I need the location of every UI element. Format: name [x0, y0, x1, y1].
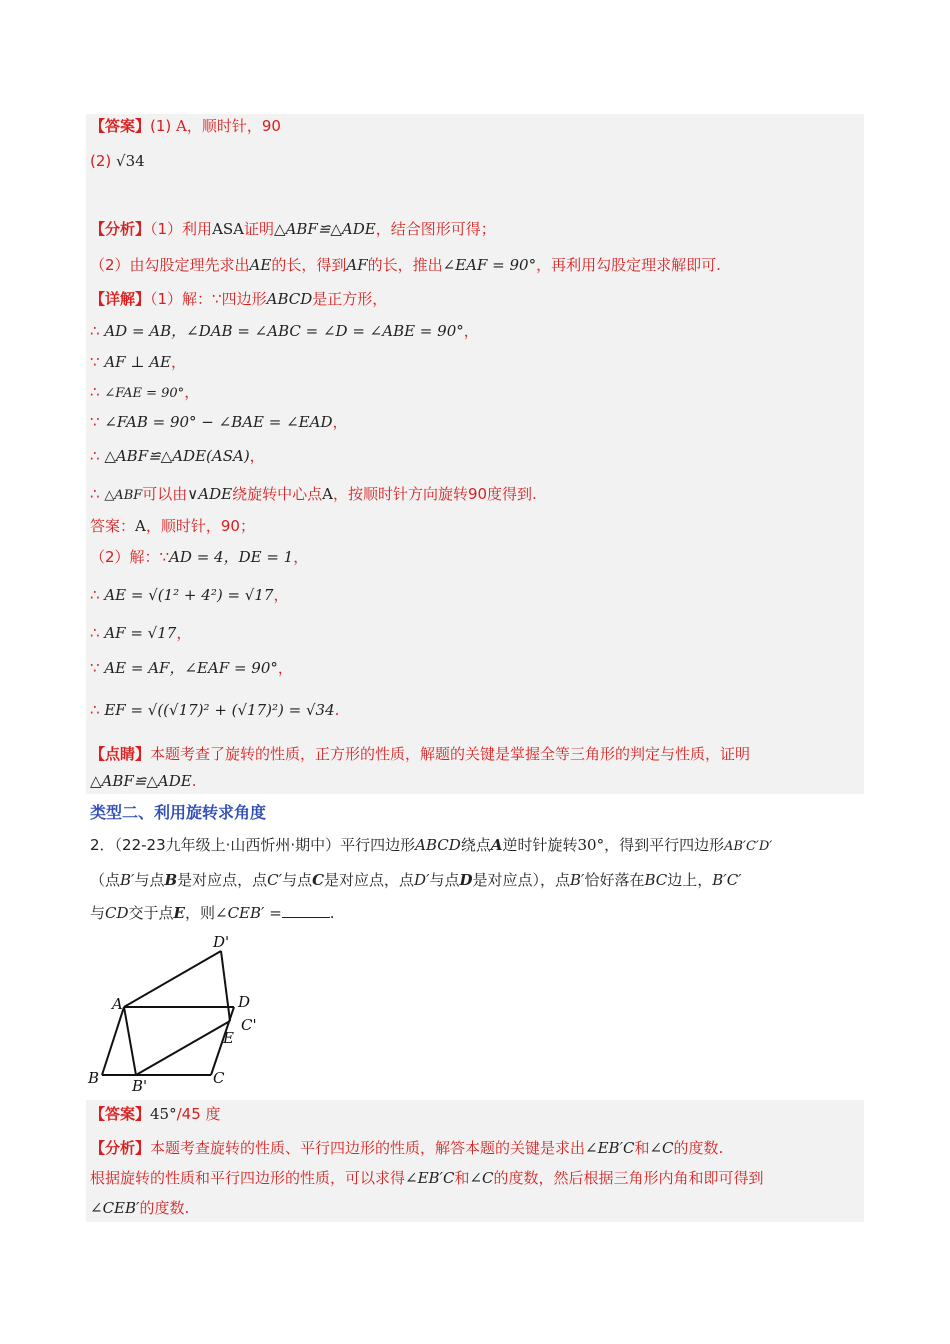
- label-B: B: [88, 1069, 100, 1087]
- detail1-calc4: ∴ EF = √((√17)² + (√17)²) = √34.: [90, 701, 340, 719]
- edge-D-prime-A: [124, 951, 221, 1007]
- detail1-step3: ∴ ∠FAE = 90°，: [90, 383, 200, 401]
- detail1-calc3: ∵ AE = AF，∠EAF = 90°，: [90, 659, 293, 677]
- detail1-calc2: ∴ AF = √17，: [90, 624, 192, 642]
- detail1-step2: ∵ AF ⊥ AE，: [90, 353, 186, 371]
- label-D: D: [238, 993, 251, 1011]
- analysis1-line2: （2）由勾股定理先求出AE的长，得到AF的长，推出∠EAF = 90°，再利用勾股定理求解即可.: [90, 256, 721, 274]
- edge-AB-prime: [124, 1007, 136, 1075]
- analysis2-line3: ∠CEB′的度数.: [90, 1199, 190, 1217]
- detail1-step5: ∴ △ABF≌△ADE(ASA)，: [90, 447, 265, 465]
- label-C: C: [213, 1069, 225, 1087]
- detail1-step6: ∴ △ABF可以由∨ADE绕旋转中心点A，按顺时针方向旋转90度得到.: [90, 485, 537, 503]
- label-D-prime: D': [213, 935, 230, 951]
- detail1-intro: 【详解】（1）解：∵四边形ABCD是正方形，: [90, 290, 388, 308]
- label-B-prime: B': [132, 1077, 148, 1095]
- answer1-line2: (2) √34: [90, 152, 145, 170]
- answer1-line1: 【答案】(1) A，顺时针，90: [90, 117, 281, 135]
- problem2-line1: 2．（22-23九年级上·山西忻州·期中）平行四边形ABCD绕点A逆时针旋转30°，得到平行四边形AB′C′D′: [90, 836, 773, 854]
- parallelogram-figure: [80, 935, 280, 1095]
- detail1-part2: （2）解：∵AD = 4，DE = 1，: [90, 548, 309, 566]
- detail1-step1: ∴ AD = AB，∠DAB = ∠ABC = ∠D = ∠ABE = 90°，: [90, 322, 479, 340]
- edge-AB: [102, 1007, 124, 1075]
- detail1-answer: 答案：A，顺时针，90；: [90, 517, 255, 535]
- comment1-line1: 【点睛】本题考查了旋转的性质，正方形的性质，解题的关键是掌握全等三角形的判定与性质，证明: [90, 745, 751, 763]
- edge-C-prime-D-prime: [221, 951, 230, 1021]
- label-C-prime: C': [241, 1016, 257, 1034]
- analysis1-line1: 【分析】（1）利用ASA证明△ABF≌△ADE，结合图形可得；: [90, 220, 496, 238]
- problem2-line3: 与CD交于点E，则∠CEB′ = .: [90, 904, 335, 922]
- analysis2-line1: 【分析】本题考查旋转的性质、平行四边形的性质，解答本题的关键是求出∠EB′C和∠C的度数.: [90, 1139, 724, 1157]
- analysis2-line2: 根据旋转的性质和平行四边形的性质，可以求得∠EB′C和∠C的度数，然后根据三角形内角和即可得到: [90, 1169, 764, 1187]
- detail1-step4: ∵ ∠FAB = 90° − ∠BAE = ∠EAD，: [90, 413, 348, 431]
- comment1-line2: △ABF≌△ADE.: [90, 772, 197, 790]
- problem2-line2: （点B′与点B是对应点，点C′与点C是对应点，点D′与点D是对应点），点B′恰好落在BC边上，B′C′: [90, 871, 742, 889]
- section-title: 类型二、利用旋转求角度: [90, 803, 267, 822]
- answer2-line: 【答案】45°/45 度: [90, 1105, 221, 1123]
- answer-blank: [282, 903, 330, 918]
- label-E: E: [223, 1029, 234, 1047]
- detail1-calc1: ∴ AE = √(1² + 4²) = √17，: [90, 586, 289, 604]
- label-A: A: [112, 995, 123, 1013]
- edge-B-prime-C-prime: [136, 1021, 230, 1075]
